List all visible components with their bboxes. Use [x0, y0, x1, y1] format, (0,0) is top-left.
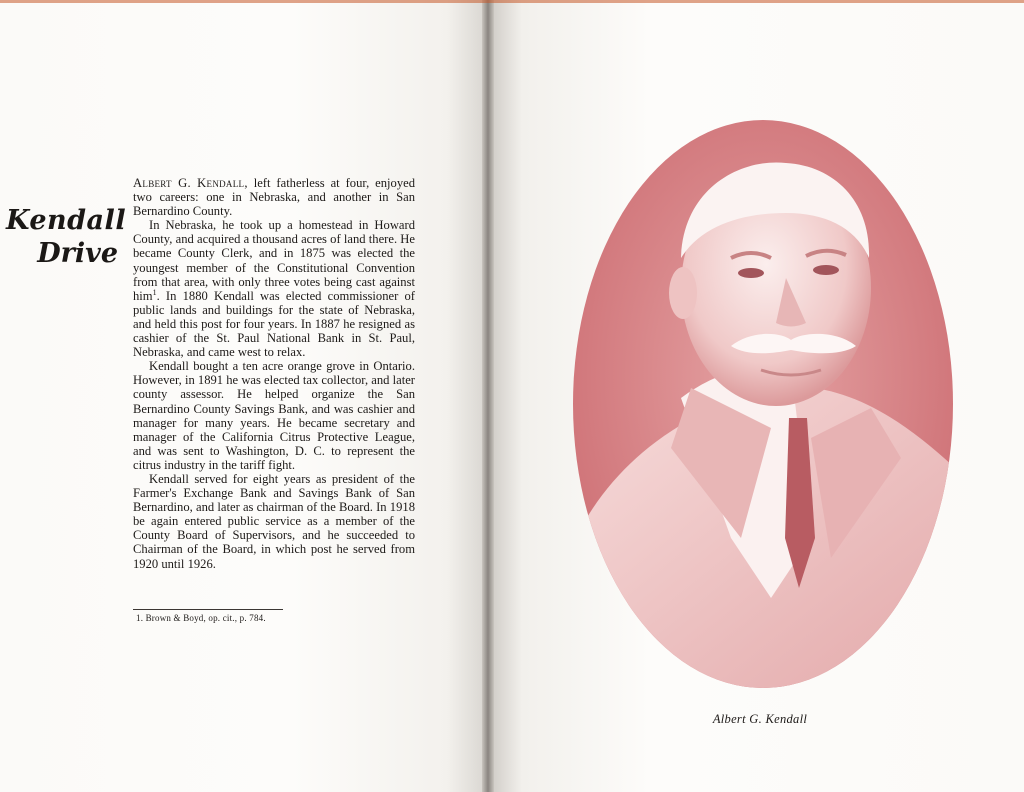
portrait-caption: Albert G. Kendall [712, 712, 808, 726]
paragraph-1-text: left fatherless at four, enjoyed two careers: one in Nebraska, and another in San Bernardino County. [133, 176, 415, 219]
paragraph-2-text-b: . In 1880 Kendall was elected commissioner of public lands and buildings for the state of Nebraska, and held this post for four years. In 1887 he resigned as cashier of the St. Paul National Bank in St. Paul, Nebraska, and came west to relax. [133, 288, 415, 360]
paragraph-3-text: Kendall bought a ten acre orange grove in Ontario. However, in 1891 he was elected tax collector, and later county assessor. He helped organize the San Bernardino County Savings Bank, and was cashier and manager for many years. He became secretary and manager of the California Citrus Protective League, and was sent to Washington, D. C. to represent the citrus industry in the tariff fight. [133, 359, 415, 472]
article-body [133, 176, 415, 571]
footnote-rule [133, 609, 283, 610]
heading-line-1: Kendall [6, 205, 127, 236]
footnote: 1. Brown & Boyd, op. cit., p. 784. [136, 613, 266, 623]
page-top-edge [0, 0, 1024, 3]
paragraph-4 [133, 472, 415, 571]
lead-name: Albert G. Kendall, [133, 176, 248, 190]
paragraph-2 [133, 218, 415, 359]
paragraph-4-text: Kendall served for eight years as president of the Farmer's Exchange Bank and Savings Bank of San Bernardino, and later as chairman of the Board. In 1918 be again entered public service as a member of the County Board of Supervisors, and he succeeded to Chairman of the Board, in which post he served from 1920 until 1926. [133, 471, 415, 571]
paragraph-1 [133, 176, 415, 218]
portrait-image [571, 118, 955, 690]
paragraph-3 [133, 359, 415, 472]
street-name-heading [6, 205, 126, 269]
book-gutter [482, 0, 494, 792]
paragraph-2-text-a: In Nebraska, he took up a homestead in Howard County, and acquired a thousand acres of land there. He became County Clerk, and in 1875 was elected the youngest member of the Constitutional Convention from that area, with only three votes being cast against him [133, 218, 415, 303]
footnote-reference: 1 [152, 287, 157, 297]
heading-line-2: Drive [37, 238, 118, 269]
